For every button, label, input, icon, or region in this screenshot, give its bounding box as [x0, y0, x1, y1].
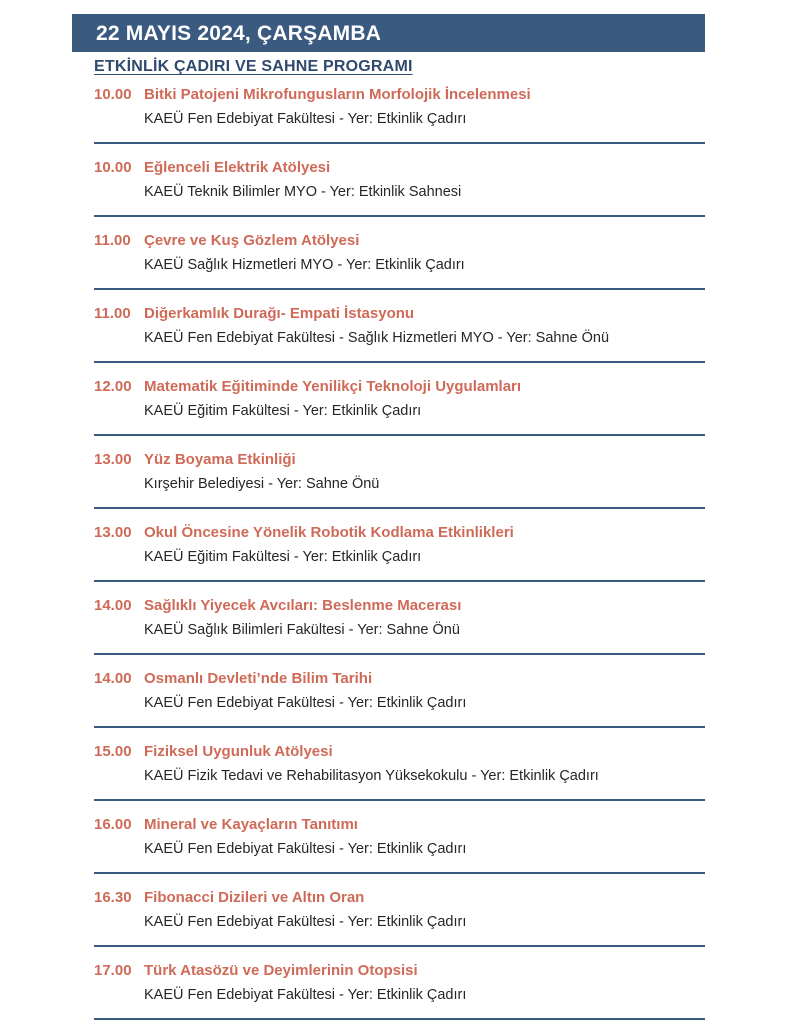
- event-title: Mineral ve Kayaçların Tanıtımı: [144, 816, 358, 833]
- event-title: Osmanlı Devleti’nde Bilim Tarihi: [144, 670, 373, 687]
- schedule-item: [94, 958, 705, 1020]
- event-time: 17.00: [94, 962, 132, 979]
- event-title: Eğlenceli Elektrik Atölyesi: [144, 159, 331, 176]
- event-title: Diğerkamlık Durağı- Empati İstasyonu: [144, 305, 415, 322]
- event-detail: KAEÜ Sağlık Bilimleri Fakültesi - Yer: Sahne Önü: [144, 622, 460, 638]
- schedule-item: [94, 739, 705, 801]
- event-heading: [94, 232, 359, 249]
- event-time: 12.00: [94, 378, 132, 395]
- event-title: Fibonacci Dizileri ve Altın Oran: [144, 889, 365, 906]
- schedule-item: [94, 812, 705, 874]
- schedule-item: [94, 885, 705, 947]
- schedule-item: [94, 155, 705, 217]
- event-time: 11.00: [94, 232, 131, 249]
- schedule-list: [94, 82, 705, 1031]
- event-title: Sağlıklı Yiyecek Avcıları: Beslenme Macerası: [144, 597, 462, 614]
- event-heading: [94, 670, 372, 687]
- event-title: Türk Atasözü ve Deyimlerinin Otopsisi: [144, 962, 418, 979]
- event-detail: KAEÜ Fen Edebiyat Fakültesi - Yer: Etkinlik Çadırı: [144, 111, 467, 127]
- event-title: Bitki Patojeni Mikrofungusların Morfolojik İncelenmesi: [144, 86, 531, 103]
- event-heading: [94, 816, 358, 833]
- event-title: Çevre ve Kuş Gözlem Atölyesi: [144, 232, 360, 249]
- event-title: Matematik Eğitiminde Yenilikçi Teknoloji Uygulamları: [144, 378, 522, 395]
- schedule-item: [94, 593, 705, 655]
- schedule-item: [94, 228, 705, 290]
- date-header: 22 MAYIS 2024, ÇARŞAMBA: [72, 14, 705, 52]
- event-heading: [94, 889, 364, 906]
- schedule-item: [94, 666, 705, 728]
- event-time: 13.00: [94, 524, 132, 541]
- schedule-item: [94, 447, 705, 509]
- event-detail: KAEÜ Fen Edebiyat Fakültesi - Yer: Etkinlik Çadırı: [144, 841, 467, 857]
- event-heading: [94, 305, 414, 322]
- event-detail: KAEÜ Eğitim Fakültesi - Yer: Etkinlik Çadırı: [144, 403, 422, 419]
- event-time: 13.00: [94, 451, 132, 468]
- event-heading: [94, 86, 531, 103]
- event-time: 11.00: [94, 305, 131, 322]
- section-title: ETKİNLİK ÇADIRI VE SAHNE PROGRAMI: [94, 58, 413, 75]
- event-time: 16.00: [94, 816, 132, 833]
- event-heading: [94, 159, 330, 176]
- event-detail: KAEÜ Fen Edebiyat Fakültesi - Yer: Etkinlik Çadırı: [144, 695, 467, 711]
- event-time: 10.00: [94, 86, 132, 103]
- event-detail: KAEÜ Eğitim Fakültesi - Yer: Etkinlik Çadırı: [144, 549, 422, 565]
- event-time: 15.00: [94, 743, 132, 760]
- event-heading: [94, 524, 514, 541]
- schedule-item: [94, 82, 705, 144]
- schedule-item: [94, 301, 705, 363]
- event-detail: KAEÜ Teknik Bilimler MYO - Yer: Etkinlik Sahnesi: [144, 184, 462, 200]
- event-heading: [94, 378, 521, 395]
- event-detail: KAEÜ Fen Edebiyat Fakültesi - Yer: Etkinlik Çadırı: [144, 987, 467, 1003]
- event-time: 14.00: [94, 670, 132, 687]
- event-title: Yüz Boyama Etkinliği: [144, 451, 296, 468]
- event-detail: KAEÜ Fen Edebiyat Fakültesi - Yer: Etkinlik Çadırı: [144, 914, 467, 930]
- event-time: 14.00: [94, 597, 132, 614]
- event-detail: KAEÜ Fen Edebiyat Fakültesi - Sağlık Hizmetleri MYO - Yer: Sahne Önü: [144, 330, 610, 346]
- event-time: 10.00: [94, 159, 132, 176]
- event-time: 16.30: [94, 889, 132, 906]
- schedule-item: [94, 520, 705, 582]
- event-detail: KAEÜ Fizik Tedavi ve Rehabilitasyon Yüksekokulu - Yer: Etkinlik Çadırı: [144, 768, 599, 784]
- event-detail: Kırşehir Belediyesi - Yer: Sahne Önü: [144, 476, 380, 492]
- event-heading: [94, 743, 333, 760]
- schedule-item: [94, 374, 705, 436]
- event-title: Fiziksel Uygunluk Atölyesi: [144, 743, 333, 760]
- event-title: Okul Öncesine Yönelik Robotik Kodlama Etkinlikleri: [144, 524, 514, 541]
- event-heading: [94, 962, 418, 979]
- event-detail: KAEÜ Sağlık Hizmetleri MYO - Yer: Etkinlik Çadırı: [144, 257, 465, 273]
- event-heading: [94, 451, 296, 468]
- event-heading: [94, 597, 461, 614]
